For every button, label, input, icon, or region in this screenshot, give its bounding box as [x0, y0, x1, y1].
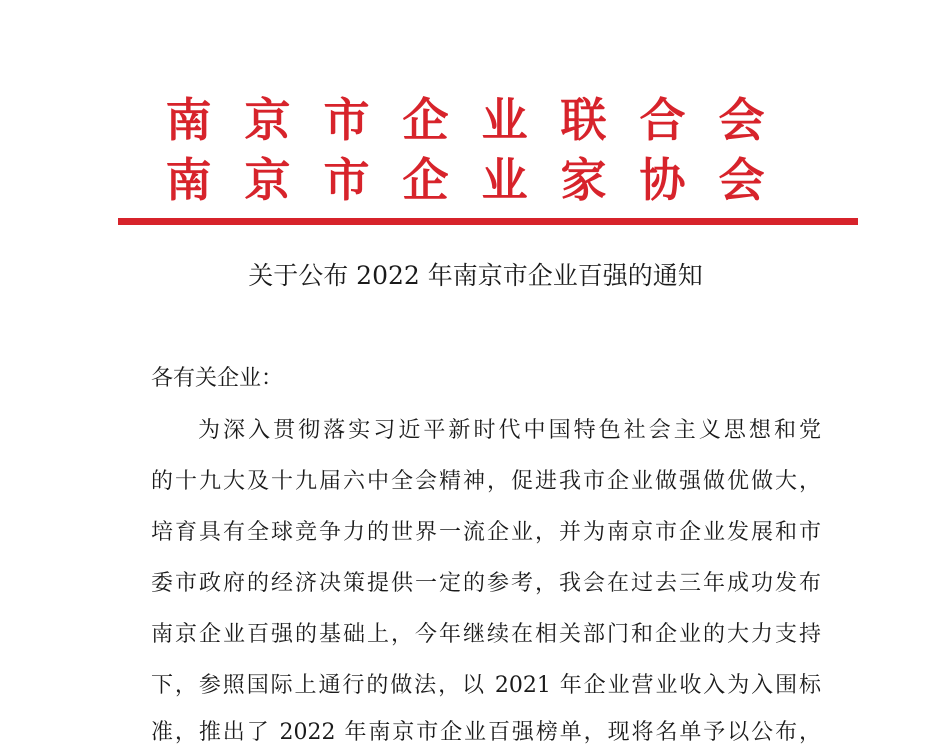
letterhead-org-name-2: 南京市企业家协会 — [165, 153, 798, 207]
body-line: 为深入贯彻落实习近平新时代中国特色社会主义思想和党 — [198, 418, 821, 443]
body-line: 下，参照国际上通行的做法，以 2021 年企业营业收入为入围标 — [151, 673, 821, 698]
body-line: 委市政府的经济决策提供一定的参考，我会在过去三年成功发布 — [151, 571, 821, 596]
letterhead-org-name-1: 南京市企业联合会 — [165, 93, 798, 147]
salutation: 各有关企业： — [151, 366, 284, 391]
body-line: 的十九大及十九届六中全会精神，促进我市企业做强做优做大， — [151, 469, 821, 494]
document-title: 关于公布 2022 年南京市企业百强的通知 — [248, 261, 703, 290]
body-line: 培育具有全球竞争力的世界一流企业，并为南京市企业发展和市 — [151, 520, 821, 545]
letterhead-red-divider — [118, 218, 858, 225]
body-line: 准，推出了 2022 年南京市企业百强榜单，现将名单予以公布， — [151, 720, 821, 745]
body-line: 南京企业百强的基础上，今年继续在相关部门和企业的大力支持 — [151, 622, 821, 647]
